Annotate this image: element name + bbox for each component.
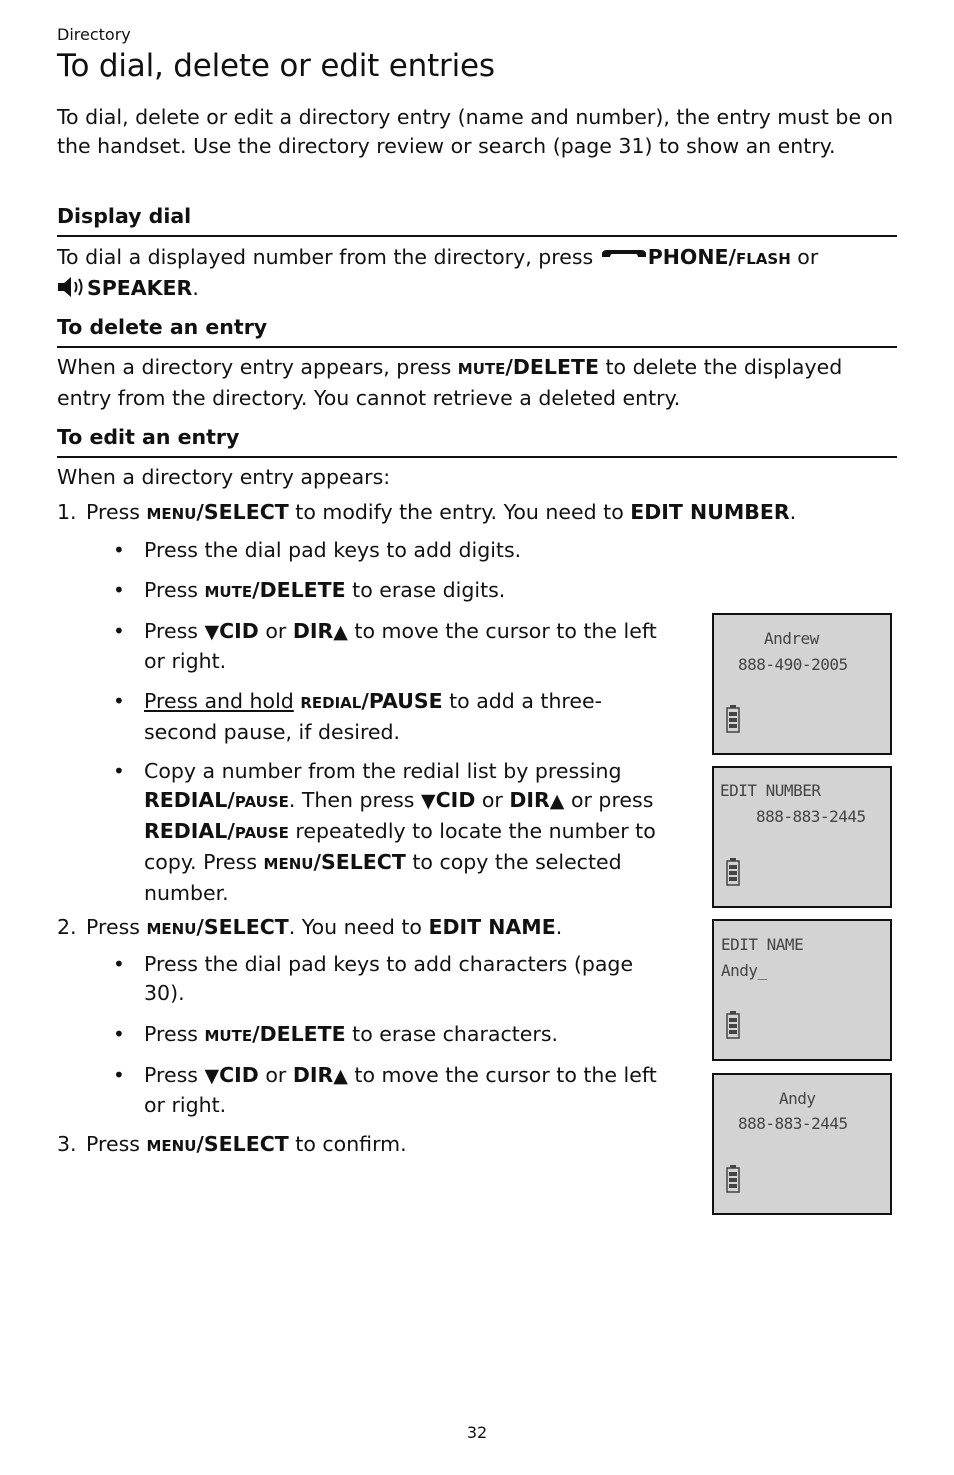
display-dial-text: To dial a displayed number from the directory, press PHONE/FLASH or SPEAKER. <box>57 245 819 300</box>
battery-icon <box>726 1011 740 1039</box>
up-arrow-icon: ▲ <box>333 621 348 643</box>
speaker-icon <box>57 276 87 300</box>
lcd-screen-directory-entry: Andrew 888-490-2005 <box>712 613 892 755</box>
display-dial-heading: Display dial <box>57 204 192 228</box>
delete-entry-heading: To delete an entry <box>57 315 268 339</box>
handset-icon <box>600 245 648 269</box>
up-arrow-icon: ▲ <box>549 790 565 812</box>
edit-entry-heading: To edit an entry <box>57 425 240 449</box>
down-arrow-icon: ▼ <box>204 1065 220 1087</box>
down-arrow-icon: ▼ <box>204 621 220 643</box>
intro-paragraph: To dial, delete or edit a directory entry (name and number), the entry must be on the handset. Use the directory review or search (page 31) to show an entry. <box>57 105 894 158</box>
section-divider <box>57 346 897 348</box>
lcd-screen-updated-entry: Andy 888-883-2445 <box>712 1073 892 1215</box>
battery-icon <box>726 705 740 733</box>
page-title: To dial, delete or edit entries <box>57 48 495 84</box>
up-arrow-icon: ▲ <box>333 1065 348 1087</box>
lcd-screen-edit-name: EDIT NAME Andy_ <box>712 919 892 1061</box>
battery-icon <box>726 858 740 886</box>
section-label: Directory <box>57 25 131 44</box>
lcd-screen-edit-number: EDIT NUMBER 888-883-2445 <box>712 766 892 908</box>
delete-entry-text: When a directory entry appears, press MUTE/DELETE to delete the displayed entry from the directory. You cannot retrieve a deleted entry. <box>57 355 843 410</box>
section-divider <box>57 456 897 458</box>
down-arrow-icon: ▼ <box>421 790 436 812</box>
battery-icon <box>726 1165 740 1193</box>
section-divider <box>57 235 897 237</box>
edit-entry-lead: When a directory entry appears: <box>57 465 391 489</box>
page-number: 32 <box>466 1423 488 1442</box>
